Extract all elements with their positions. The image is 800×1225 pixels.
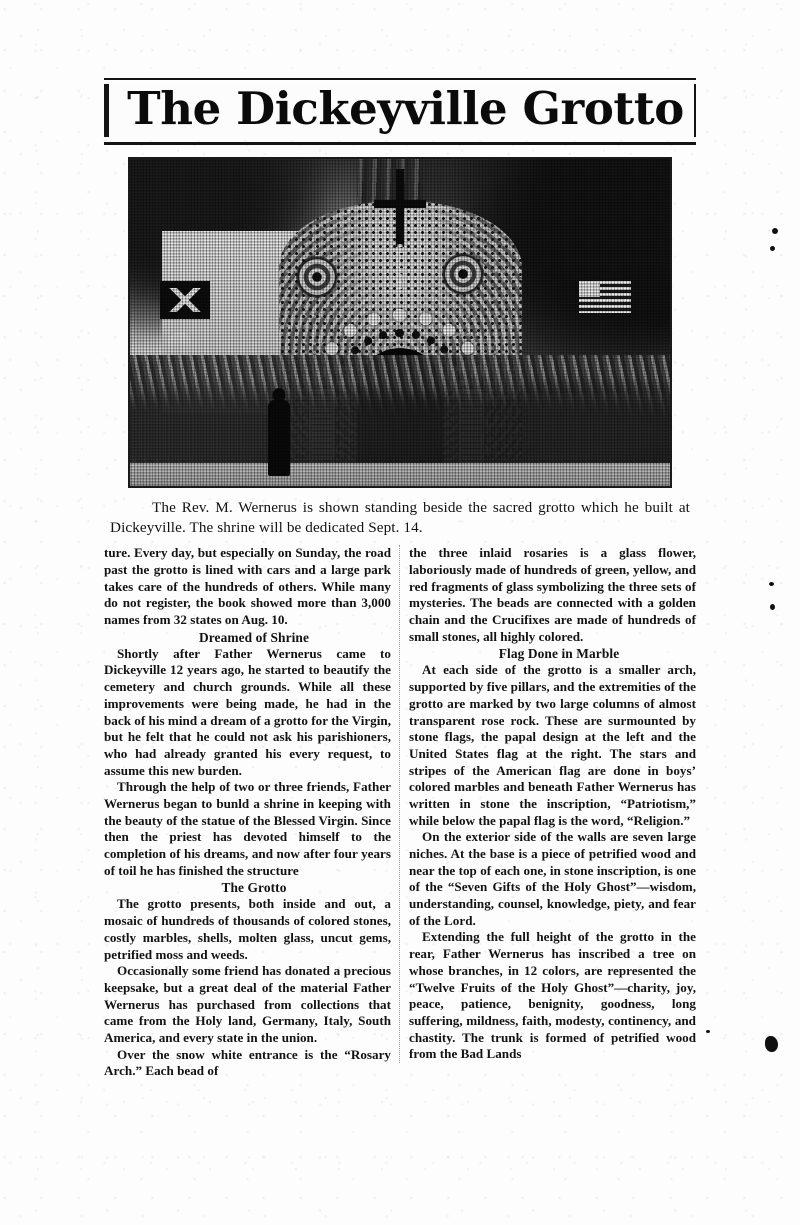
body-paragraph: Through the help of two or three friends, Father Wernerus began to bunld a shrine in keeping with the beauty of the statue of the Blessed Virgin. Since then the priest has devoted himself to the completion of his dreams, and now after four years of toil he has finished the structure xyxy=(104,779,391,878)
caption-text: The Rev. M. Wernerus is shown standing beside the sacred grotto which he built at Dickeyville. The shrine will be dedicated Sept. 14. xyxy=(110,498,690,537)
column-right xyxy=(399,545,696,1063)
headline-block xyxy=(104,78,696,145)
section-subhead: The Grotto xyxy=(221,880,287,896)
photo-canvas xyxy=(130,159,670,486)
body-paragraph: ture. Every day, but especially on Sunday, the road past the grotto is lined with cars and a large park takes care of the hundreds of others. While many do not register, the book showed more than 3,000 names from 32 states on Aug. 10. xyxy=(104,545,391,627)
article-body xyxy=(104,545,696,1080)
headline-bottom-rule xyxy=(104,142,696,145)
headline-box xyxy=(104,84,696,137)
body-paragraph: On the exterior side of the walls are seven large niches. At the base is a piece of petrified wood and near the top of each one, in stone inscription, is one of the “Seven Gifts of the Holy Ghost”—wisdom, understanding, counsel, knowledge, piety, and fear of the Lord. xyxy=(409,829,696,928)
halftone-screen xyxy=(130,159,670,486)
section-subhead: Flag Done in Marble xyxy=(498,646,620,662)
body-paragraph: the three inlaid rosaries is a glass flower, laboriously made of hundreds of green, yellow, and red fragments of glass symbolizing the three sets of mysteries. The beads are connected with a golden chain and the Crucifixes are made of hundreds of small stones, all highly colored. xyxy=(409,545,696,644)
page-title: The Dickeyville Grotto xyxy=(127,82,684,135)
body-paragraph: Shortly after Father Wernerus came to Dickeyville 12 years ago, he started to beautify the cemetery and church grounds. While all these improvements were being made, he had in the back of his mind a dream of a grotto for the Virgin, but he felt that he could not ask his parishioners, who had already granted his every request, to assume this new burden. xyxy=(104,645,391,778)
body-paragraph: Over the snow white entrance is the “Rosary Arch.” Each bead of xyxy=(104,1046,391,1079)
body-paragraph: The grotto presents, both inside and out, a mosaic of hundreds of thousands of colored stones, costly marbles, shells, molten glass, uncut gems, petrified moss and weeds. xyxy=(104,896,391,962)
body-paragraph: Occasionally some friend has donated a precious keepsake, but a great deal of the material Father Wernerus has purchased from collections that came from the Holy land, Germany, Italy, South America, and every state in the union. xyxy=(104,963,391,1045)
section-subhead: Dreamed of Shrine xyxy=(198,629,310,645)
newspaper-clipping xyxy=(104,78,696,1203)
body-paragraph: At each side of the grotto is a smaller arch, supported by five pillars, and the extremities of the grotto are marked by two large columns of almost transparent rose rock. These are surmounted by stone flags, the papal design at the left and the United States flag at the right. The stars and stripes of the American flag are done in boys’ colored marbles and beneath Father Wernerus has written in stone the inscription, “Patriotism,” while below the papal flag is the word, “Religion.” xyxy=(409,662,696,828)
column-left xyxy=(104,545,399,1080)
body-paragraph: Extending the full height of the grotto in the rear, Father Wernerus has inscribed a tree on whose branches, in 12 colors, are represented the “Twelve Fruits of the Holy Ghost”—charity, joy, peace, patience, benignity, goodness, long suffering, mildness, faith, modesty, continency, and chastity. The trunk is formed of petrified wood from the Bad Lands xyxy=(409,929,696,1062)
photo-caption xyxy=(110,498,690,538)
grotto-photograph xyxy=(128,157,672,488)
